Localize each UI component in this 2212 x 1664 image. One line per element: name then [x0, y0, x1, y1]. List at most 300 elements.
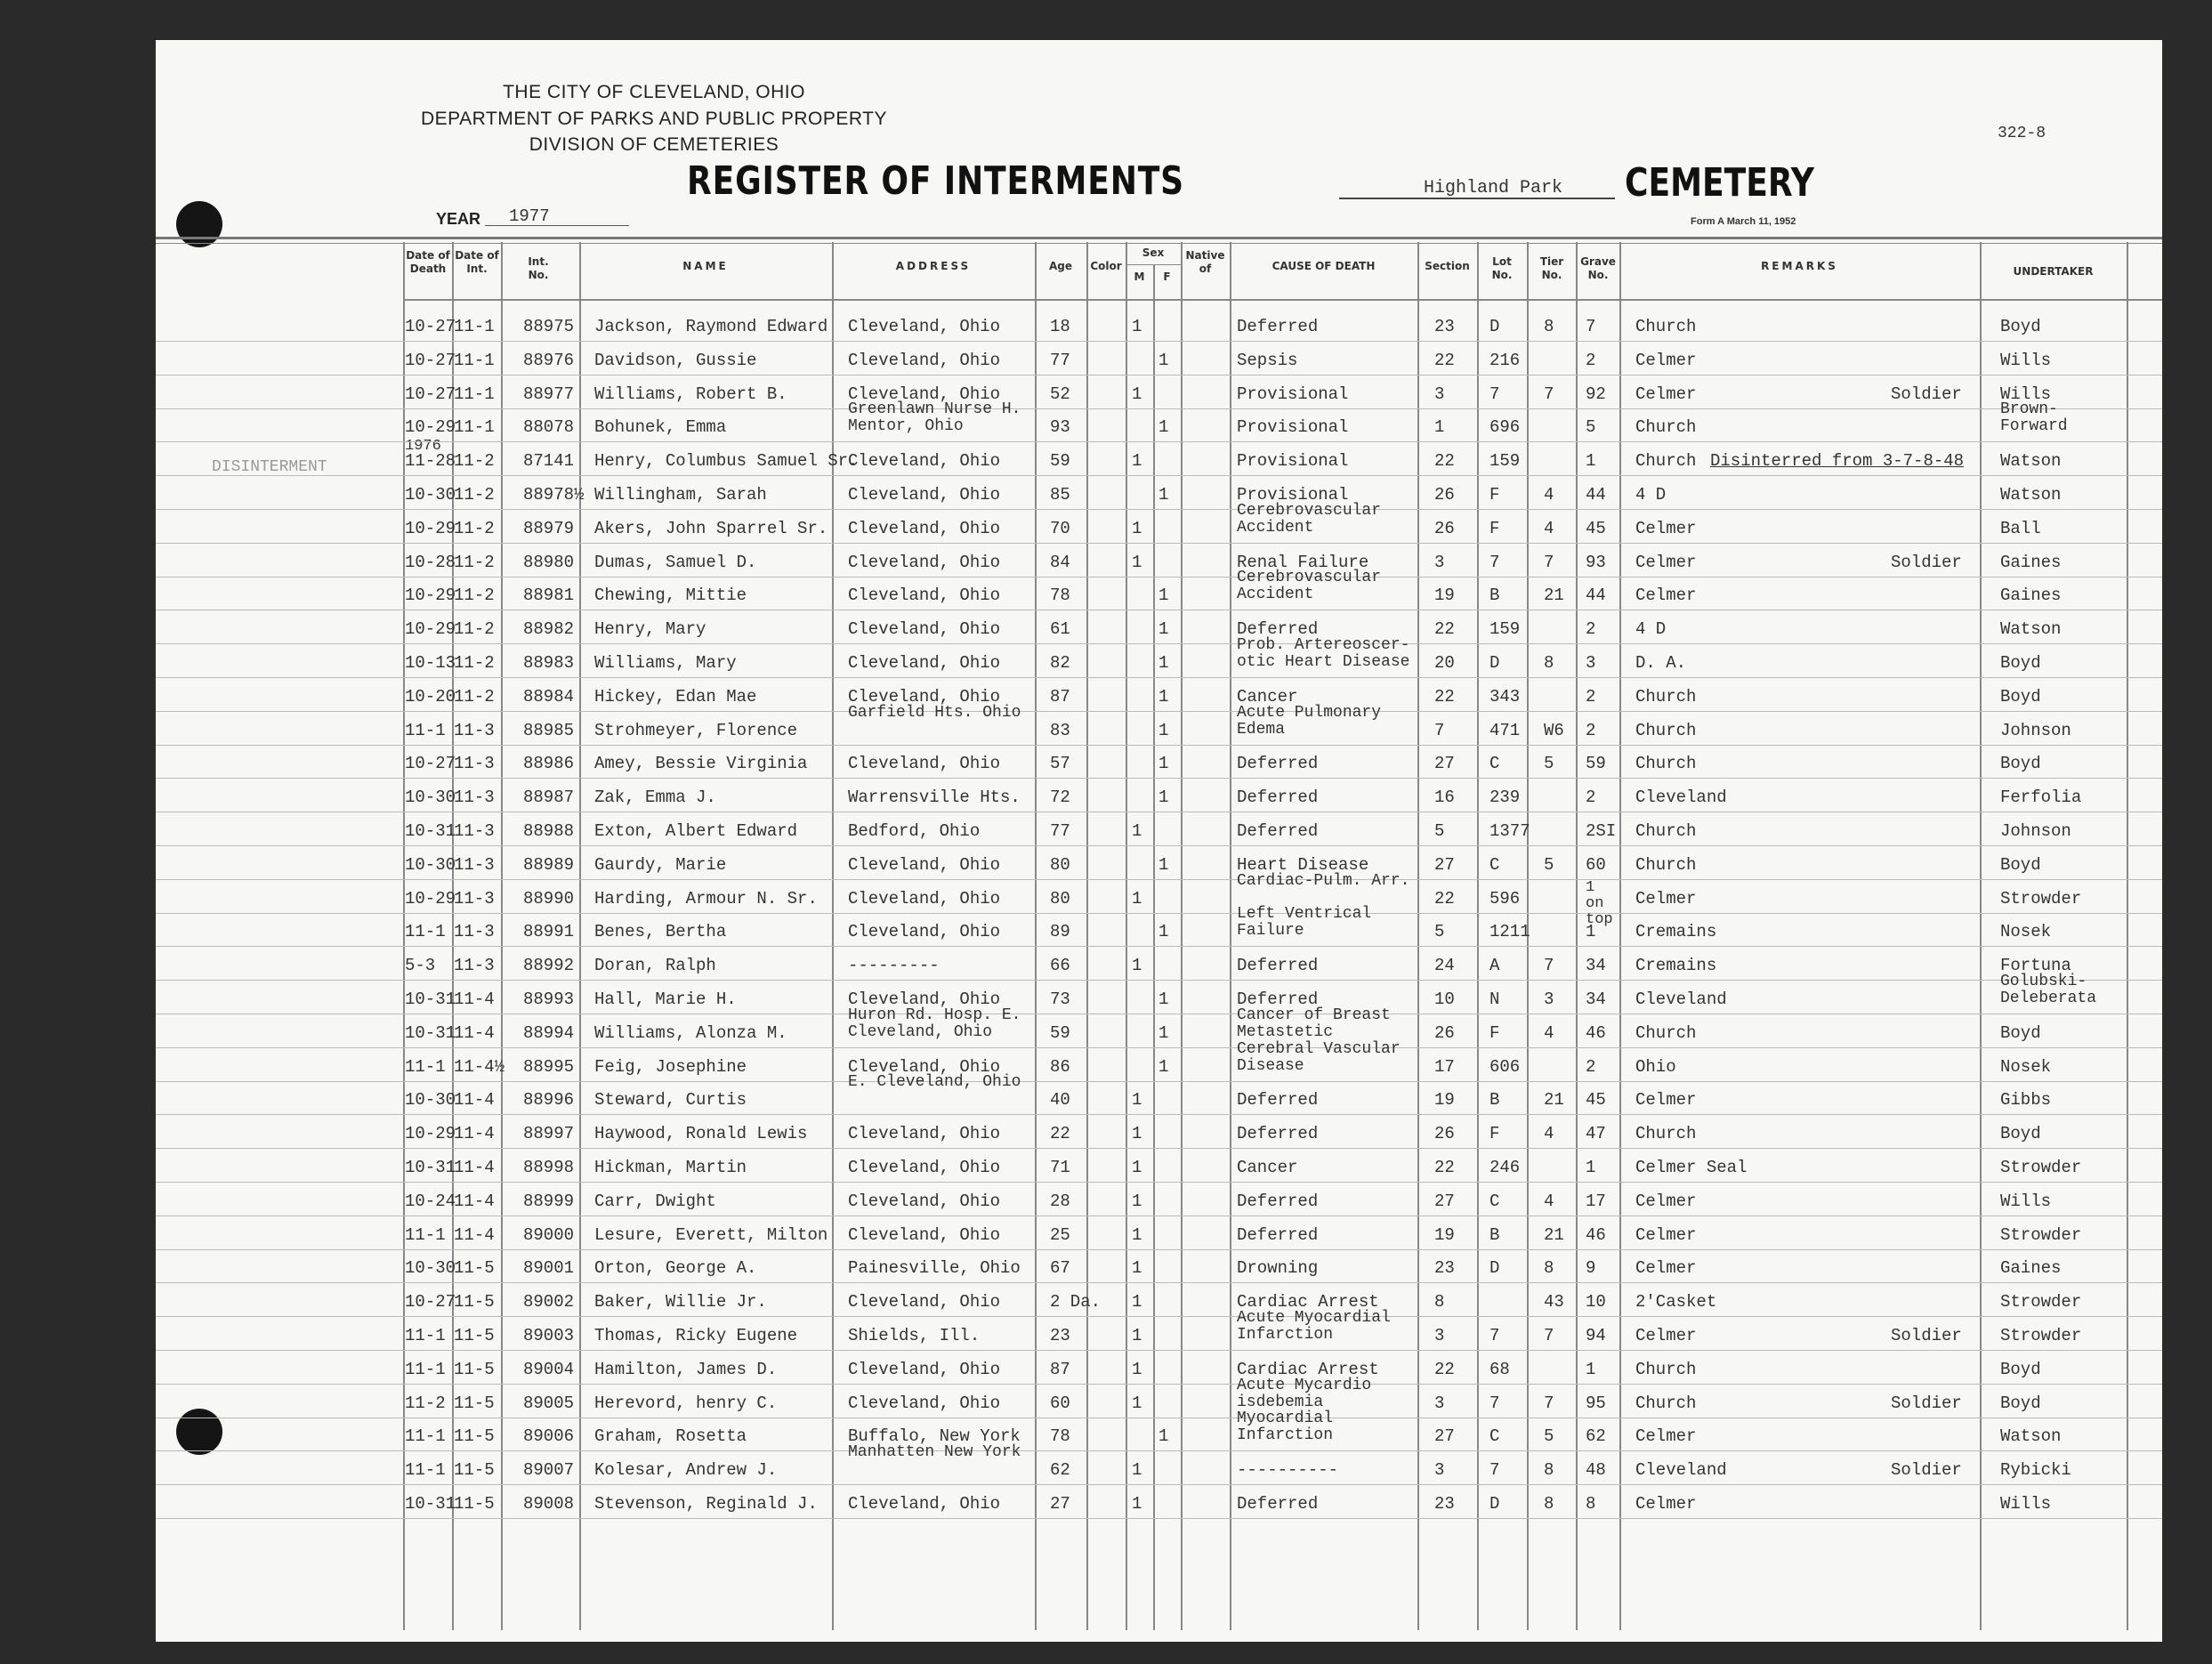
row-interment-number: 89005: [523, 1393, 575, 1413]
row-tier-number: 21: [1544, 1224, 1564, 1245]
row-date-of-death: 10-28: [405, 552, 456, 572]
row-address: Cleveland, Ohio: [848, 485, 1001, 505]
row-lot-number: 7: [1489, 1460, 1500, 1481]
row-undertaker: Nosek: [2000, 1056, 2052, 1077]
row-address: Cleveland, Ohio: [848, 619, 1001, 640]
row-sex-male: 1: [1132, 1158, 1142, 1177]
row-tier-number: 8: [1544, 1494, 1554, 1514]
row-sex-male: 1: [1132, 1393, 1142, 1413]
row-remarks-extra: Soldier: [1891, 552, 1962, 572]
row-tier-number: 8: [1544, 1258, 1554, 1279]
row-grave-number: 34: [1586, 956, 1606, 976]
row-age: 61: [1050, 619, 1070, 640]
row-address: Bedford, Ohio: [848, 821, 981, 841]
row-undertaker: Watson: [2000, 1426, 2062, 1447]
row-section: 24: [1434, 956, 1455, 976]
row-sex-male: 1: [1132, 1258, 1142, 1279]
row-grave-number: 2: [1586, 788, 1596, 808]
row-section: 27: [1434, 854, 1455, 875]
row-cause-of-death: Deferred: [1237, 1191, 1319, 1211]
row-sex-female: 1: [1158, 350, 1169, 370]
col-header-lot-no: Lot No.: [1491, 255, 1513, 281]
row-section: 27: [1434, 1426, 1455, 1447]
row-deceased-name: Amey, Bessie Virginia: [594, 754, 808, 774]
row-date-of-interment: 11-4: [454, 1224, 495, 1245]
row-section: 3: [1434, 1326, 1445, 1345]
row-grave-number: 93: [1586, 552, 1606, 572]
row-rule: [156, 745, 2162, 746]
row-date-of-death: 11-1: [405, 922, 446, 942]
row-deceased-name: Akers, John Sparrel Sr.: [594, 518, 828, 538]
year-label: YEAR: [436, 210, 481, 228]
row-remarks: Celmer: [1635, 1326, 1697, 1345]
row-deceased-name: Willingham, Sarah: [594, 485, 767, 505]
row-lot-number: B: [1489, 1090, 1500, 1111]
row-interment-number: 88999: [523, 1191, 575, 1211]
city-heading: THE CITY OF CLEVELAND, OHIO: [503, 82, 805, 102]
row-remarks: Cremains: [1635, 956, 1717, 976]
col-header-date-of-death: Date of Death: [406, 249, 450, 275]
row-date-of-death: 10-29: [405, 619, 456, 640]
row-undertaker: Strowder: [2000, 888, 2082, 909]
row-section: 23: [1434, 1258, 1455, 1279]
col-rule: [1230, 242, 1231, 1630]
row-sex-female: 1: [1158, 417, 1169, 438]
row-undertaker: Fortuna: [2000, 956, 2071, 976]
row-rule: [156, 980, 2162, 981]
row-remarks: Cremains: [1635, 922, 1717, 942]
row-undertaker: Brown- Forward: [2000, 400, 2068, 436]
row-deceased-name: Williams, Alonza M.: [594, 1022, 787, 1043]
row-rule: [156, 1081, 2162, 1082]
header-bottom-rule: [403, 299, 2162, 301]
row-section: 27: [1434, 1191, 1455, 1211]
row-lot-number: 7: [1489, 552, 1500, 572]
row-rule: [156, 1484, 2162, 1485]
row-address: Cleveland, Ohio: [848, 384, 1001, 404]
row-undertaker: Boyd: [2000, 317, 2041, 336]
row-undertaker: Boyd: [2000, 1393, 2041, 1413]
row-undertaker: Gaines: [2000, 586, 2062, 606]
row-interment-number: 88980: [523, 552, 575, 572]
row-address: Cleveland, Ohio: [848, 1494, 1001, 1514]
row-sex-female: 1: [1158, 754, 1169, 774]
row-sex-female: 1: [1158, 854, 1169, 875]
row-cause-of-death: Cancer: [1237, 686, 1298, 707]
row-age: 60: [1050, 1393, 1070, 1413]
row-rule: [156, 1114, 2162, 1115]
col-header-age: Age: [1048, 260, 1072, 272]
col-header-cause-of-death: CAUSE OF DEATH: [1271, 260, 1376, 272]
row-date-of-death: 10-30: [405, 1258, 456, 1279]
col-rule: [579, 242, 581, 1630]
row-remarks-extra: Soldier: [1891, 384, 1962, 404]
row-deceased-name: Steward, Curtis: [594, 1090, 747, 1111]
row-remarks: D. A.: [1635, 653, 1687, 673]
row-remarks-extra: Soldier: [1891, 1326, 1962, 1345]
row-tier-number: W6: [1544, 720, 1564, 740]
row-remarks: Cleveland: [1635, 990, 1727, 1009]
row-sex-male: 1: [1132, 1460, 1142, 1481]
row-undertaker: Boyd: [2000, 854, 2041, 875]
row-deceased-name: Williams, Mary: [594, 653, 737, 673]
row-cause-of-death: Myocardial Infarction: [1237, 1410, 1334, 1445]
row-interment-number: 88983: [523, 653, 575, 673]
row-date-of-interment: 11-5: [454, 1326, 495, 1345]
row-age: 62: [1050, 1460, 1070, 1481]
row-date-of-interment: 11-3: [454, 854, 495, 875]
row-lot-number: 471: [1489, 720, 1521, 740]
row-date-of-death: 5-3: [405, 956, 436, 976]
row-date-of-interment: 11-5: [454, 1460, 495, 1481]
row-rule: [156, 375, 2162, 376]
row-undertaker: Gibbs: [2000, 1090, 2052, 1111]
row-lot-number: C: [1489, 1191, 1500, 1211]
row-cause-of-death: Prob. Artereoscer- otic Heart Disease: [1237, 636, 1410, 671]
row-address: Cleveland, Ohio: [848, 653, 1001, 673]
row-deceased-name: Baker, Willie Jr.: [594, 1292, 767, 1313]
row-section: 10: [1434, 990, 1455, 1009]
row-cause-of-death: Deferred: [1237, 1124, 1319, 1144]
row-address: Cleveland, Ohio: [848, 1359, 1001, 1379]
row-date-of-death: 10-30: [405, 854, 456, 875]
row-deceased-name: Hall, Marie H.: [594, 990, 737, 1009]
row-address: Cleveland, Ohio: [848, 552, 1001, 572]
row-section: 19: [1434, 586, 1455, 606]
row-date-of-interment: 11-4½: [454, 1056, 505, 1077]
row-remarks: Church: [1635, 1359, 1697, 1379]
row-date-of-death: 10-13: [405, 653, 456, 673]
row-grave-number: 2: [1586, 350, 1596, 370]
row-date-of-death: 10-31: [405, 821, 456, 841]
row-address: Cleveland, Ohio: [848, 1191, 1001, 1211]
row-interment-number: 88988: [523, 821, 575, 841]
row-address: E. Cleveland, Ohio: [848, 1073, 1021, 1092]
margin-note-disinterment: DISINTERMENT: [212, 458, 327, 476]
col-rule: [1035, 242, 1037, 1630]
row-lot-number: F: [1489, 518, 1500, 538]
row-date-of-interment: 11-5: [454, 1426, 495, 1447]
row-section: 22: [1434, 451, 1455, 472]
col-rule: [832, 242, 834, 1630]
col-rule: [1980, 242, 1982, 1630]
row-deceased-name: Hamilton, James D.: [594, 1359, 778, 1379]
row-tier-number: 4: [1544, 1191, 1554, 1211]
col-header-undertaker: UNDERTAKER: [2013, 265, 2094, 278]
row-undertaker: Johnson: [2000, 720, 2071, 740]
row-date-of-interment: 11-1: [454, 417, 495, 438]
row-grave-number: 17: [1586, 1191, 1606, 1211]
row-remarks: Cleveland: [1635, 788, 1727, 808]
row-sex-female: 1: [1158, 586, 1169, 606]
row-deceased-name: Gaurdy, Marie: [594, 854, 727, 875]
row-section: 7: [1434, 720, 1445, 740]
row-lot-number: D: [1489, 1258, 1500, 1279]
row-date-of-interment: 11-2: [454, 485, 495, 505]
row-date-of-interment: 11-5: [454, 1494, 495, 1514]
row-remarks: Church: [1635, 854, 1697, 875]
row-sex-male: 1: [1132, 1191, 1142, 1211]
row-rule: [156, 1384, 2162, 1385]
row-address: Shields, Ill.: [848, 1326, 981, 1345]
col-rule: [1086, 242, 1088, 1630]
row-lot-number: C: [1489, 854, 1500, 875]
row-age: 72: [1050, 788, 1070, 808]
row-grave-number: 45: [1586, 518, 1606, 538]
row-section: 19: [1434, 1090, 1455, 1111]
row-grave-number: 1: [1586, 1359, 1596, 1379]
row-remarks: Church: [1635, 720, 1697, 740]
row-date-of-interment: 11-3: [454, 922, 495, 942]
col-rule: [1153, 264, 1155, 1630]
row-deceased-name: Benes, Bertha: [594, 922, 727, 942]
row-remarks: Church: [1635, 417, 1697, 438]
row-remarks: Church: [1635, 1393, 1697, 1413]
row-cause-of-death: Deferred: [1237, 821, 1319, 841]
row-deceased-name: Hickman, Martin: [594, 1158, 747, 1177]
row-section: 20: [1434, 653, 1455, 673]
row-undertaker: Boyd: [2000, 754, 2041, 774]
row-section: 26: [1434, 518, 1455, 538]
row-undertaker: Watson: [2000, 485, 2062, 505]
row-sex-male: 1: [1132, 1359, 1142, 1379]
row-interment-number: 88998: [523, 1158, 575, 1177]
row-lot-number: D: [1489, 653, 1500, 673]
row-age: 28: [1050, 1191, 1070, 1211]
row-deceased-name: Henry, Mary: [594, 619, 706, 640]
row-address: Painesville, Ohio: [848, 1258, 1021, 1279]
row-grave-number: 46: [1586, 1022, 1606, 1043]
row-remarks: Church: [1635, 821, 1697, 841]
row-date-of-interment: 11-2: [454, 518, 495, 538]
row-sex-male: 1: [1132, 317, 1142, 336]
row-tier-number: 7: [1544, 552, 1554, 572]
row-age: 57: [1050, 754, 1070, 774]
row-tier-number: 5: [1544, 854, 1554, 875]
row-date-of-interment: 11-1: [454, 317, 495, 336]
row-address: Cleveland, Ohio: [848, 1158, 1001, 1177]
row-deceased-name: Harding, Armour N. Sr.: [594, 888, 818, 909]
row-age: 87: [1050, 1359, 1070, 1379]
row-interment-number: 88989: [523, 854, 575, 875]
row-date-of-interment: 11-2: [454, 619, 495, 640]
row-section: 1: [1434, 417, 1445, 438]
row-deceased-name: Chewing, Mittie: [594, 586, 747, 606]
row-section: 17: [1434, 1056, 1455, 1077]
row-undertaker: Watson: [2000, 619, 2062, 640]
row-cause-of-death: Deferred: [1237, 317, 1319, 336]
row-grave-number: 2: [1586, 619, 1596, 640]
row-remarks: Celmer: [1635, 1258, 1697, 1279]
row-date-of-death: 11-1: [405, 720, 446, 740]
row-lot-number: 246: [1489, 1158, 1521, 1177]
col-rule: [501, 242, 503, 1630]
row-remarks: Church: [1635, 754, 1697, 774]
row-age: 22: [1050, 1124, 1070, 1144]
row-address: Cleveland, Ohio: [848, 1124, 1001, 1144]
row-undertaker: Boyd: [2000, 1359, 2041, 1379]
row-cause-of-death: Provisional: [1237, 485, 1349, 505]
row-date-of-interment: 11-4: [454, 1158, 495, 1177]
row-deceased-name: Feig, Josephine: [594, 1056, 747, 1077]
row-sex-female: 1: [1158, 788, 1169, 808]
row-date-of-death: 10-31: [405, 1022, 456, 1043]
row-interment-number: 88995: [523, 1056, 575, 1077]
row-remarks: Celmer: [1635, 1494, 1697, 1514]
row-sex-female: 1: [1158, 1056, 1169, 1077]
row-section: 22: [1434, 1158, 1455, 1177]
row-section: 5: [1434, 922, 1445, 942]
row-date-of-interment: 11-3: [454, 720, 495, 740]
row-rule: [156, 577, 2162, 578]
margin-year: 1976: [405, 438, 441, 455]
row-cause-of-death: Deferred: [1237, 1224, 1319, 1245]
row-sex-male: 1: [1132, 518, 1142, 538]
row-age: 27: [1050, 1494, 1070, 1514]
row-tier-number: 8: [1544, 653, 1554, 673]
row-date-of-interment: 11-4: [454, 1191, 495, 1211]
row-date-of-death: 11-28: [405, 451, 456, 472]
row-address: Cleveland, Ohio: [848, 854, 1001, 875]
row-address: Greenlawn Nurse H. Mentor, Ohio: [848, 400, 1021, 436]
row-cause-of-death: Deferred: [1237, 1494, 1319, 1514]
row-undertaker: Gaines: [2000, 552, 2062, 572]
row-remarks-extra: Disinterred from 3-7-8-48: [1710, 451, 1965, 472]
row-cause-of-death: Cerebrovascular Accident: [1237, 569, 1382, 604]
row-age: 59: [1050, 1022, 1070, 1043]
col-header-remarks: REMARKS: [1761, 260, 1838, 272]
row-interment-number: 89001: [523, 1258, 575, 1279]
row-age: 93: [1050, 417, 1070, 438]
row-cause-of-death: Deferred: [1237, 956, 1319, 976]
row-tier-number: 43: [1544, 1292, 1564, 1313]
year-underline: [485, 225, 629, 226]
row-grave-number: 34: [1586, 990, 1606, 1009]
row-remarks: Celmer: [1635, 350, 1697, 370]
row-tier-number: 4: [1544, 1022, 1554, 1043]
row-date-of-death: 10-29: [405, 417, 456, 438]
row-cause-of-death: ----------: [1237, 1460, 1339, 1481]
row-sex-female: 1: [1158, 990, 1169, 1009]
row-sex-male: 1: [1132, 1224, 1142, 1245]
row-grave-number: 8: [1586, 1494, 1596, 1514]
row-lot-number: 216: [1489, 350, 1521, 370]
row-interment-number: 88975: [523, 317, 575, 336]
year-value: 1977: [509, 206, 550, 226]
row-cause-of-death: Acute Pulmonary Edema: [1237, 703, 1382, 739]
row-date-of-death: 10-20: [405, 686, 456, 707]
row-date-of-death: 10-29: [405, 1124, 456, 1144]
row-lot-number: 596: [1489, 888, 1521, 909]
row-deceased-name: Davidson, Gussie: [594, 350, 757, 370]
row-date-of-death: 10-27: [405, 754, 456, 774]
row-address: Cleveland, Ohio: [848, 317, 1001, 336]
row-grave-number: 62: [1586, 1426, 1606, 1447]
row-deceased-name: Herevord, henry C.: [594, 1393, 778, 1413]
row-section: 26: [1434, 485, 1455, 505]
row-lot-number: 7: [1489, 384, 1500, 404]
row-age: 77: [1050, 821, 1070, 841]
row-deceased-name: Bohunek, Emma: [594, 417, 727, 438]
row-grave-number: 48: [1586, 1460, 1606, 1481]
row-section: 22: [1434, 686, 1455, 707]
row-section: 3: [1434, 1393, 1445, 1413]
table-top-rule-2: [156, 243, 2162, 244]
row-date-of-interment: 11-2: [454, 686, 495, 707]
row-section: 26: [1434, 1022, 1455, 1043]
row-deceased-name: Kolesar, Andrew J.: [594, 1460, 778, 1481]
row-remarks: Celmer: [1635, 1191, 1697, 1211]
row-date-of-interment: 11-3: [454, 788, 495, 808]
row-interment-number: 89007: [523, 1460, 575, 1481]
row-grave-number: 9: [1586, 1258, 1596, 1279]
row-address: Cleveland, Ohio: [848, 518, 1001, 538]
row-deceased-name: Stevenson, Reginald J.: [594, 1494, 818, 1514]
row-section: 22: [1434, 619, 1455, 640]
row-undertaker: Golubski- Deleberata: [2000, 973, 2097, 1007]
row-rule: [156, 946, 2162, 947]
row-remarks: Celmer: [1635, 518, 1697, 538]
row-rule: [156, 341, 2162, 342]
row-date-of-interment: 11-4: [454, 1022, 495, 1043]
row-age: 82: [1050, 653, 1070, 673]
row-interment-number: 88985: [523, 720, 575, 740]
row-sex-female: 1: [1158, 485, 1169, 505]
row-section: 3: [1434, 1460, 1445, 1481]
row-remarks: Celmer Seal: [1635, 1158, 1748, 1177]
row-remarks: Cleveland: [1635, 1460, 1727, 1481]
row-date-of-death: 11-1: [405, 1426, 446, 1447]
row-remarks: Celmer: [1635, 1224, 1697, 1245]
row-sex-female: 1: [1158, 1022, 1169, 1043]
row-remarks: 2'Casket: [1635, 1292, 1717, 1313]
row-section: 22: [1434, 350, 1455, 370]
row-date-of-death: 10-27: [405, 384, 456, 404]
row-tier-number: 5: [1544, 1426, 1554, 1447]
row-rule: [156, 677, 2162, 678]
row-cause-of-death: Sepsis: [1237, 350, 1298, 370]
row-date-of-death: 10-30: [405, 788, 456, 808]
row-grave-number: 1: [1586, 922, 1596, 942]
row-deceased-name: Jackson, Raymond Edward: [594, 317, 828, 336]
row-cause-of-death: Cerebrovascular Accident: [1237, 501, 1382, 537]
row-date-of-interment: 11-2: [454, 552, 495, 572]
row-section: 23: [1434, 317, 1455, 336]
col-rule: [1576, 242, 1578, 1630]
row-grave-number: 44: [1586, 586, 1606, 606]
row-age: 18: [1050, 317, 1070, 336]
row-deceased-name: Thomas, Ricky Eugene: [594, 1326, 798, 1345]
row-address: Cleveland, Ohio: [848, 350, 1001, 370]
row-rule: [156, 441, 2162, 442]
col-rule: [1181, 242, 1183, 1630]
row-age: 78: [1050, 1426, 1070, 1447]
row-address: Garfield Hts. Ohio: [848, 703, 1021, 722]
row-lot-number: F: [1489, 1022, 1500, 1043]
row-rule: [156, 1047, 2162, 1048]
row-rule: [156, 643, 2162, 644]
col-rule: [2127, 242, 2128, 1630]
row-lot-number: 159: [1489, 619, 1521, 640]
row-address: Cleveland, Ohio: [848, 1393, 1001, 1413]
row-cause-of-death: Renal Failure: [1237, 552, 1369, 572]
row-cause-of-death: Deferred: [1237, 1090, 1319, 1111]
row-deceased-name: Doran, Ralph: [594, 956, 716, 976]
row-grave-number: 92: [1586, 384, 1606, 404]
row-sex-male: 1: [1132, 888, 1142, 909]
row-undertaker: Strowder: [2000, 1292, 2082, 1313]
row-interment-number: 88994: [523, 1022, 575, 1043]
